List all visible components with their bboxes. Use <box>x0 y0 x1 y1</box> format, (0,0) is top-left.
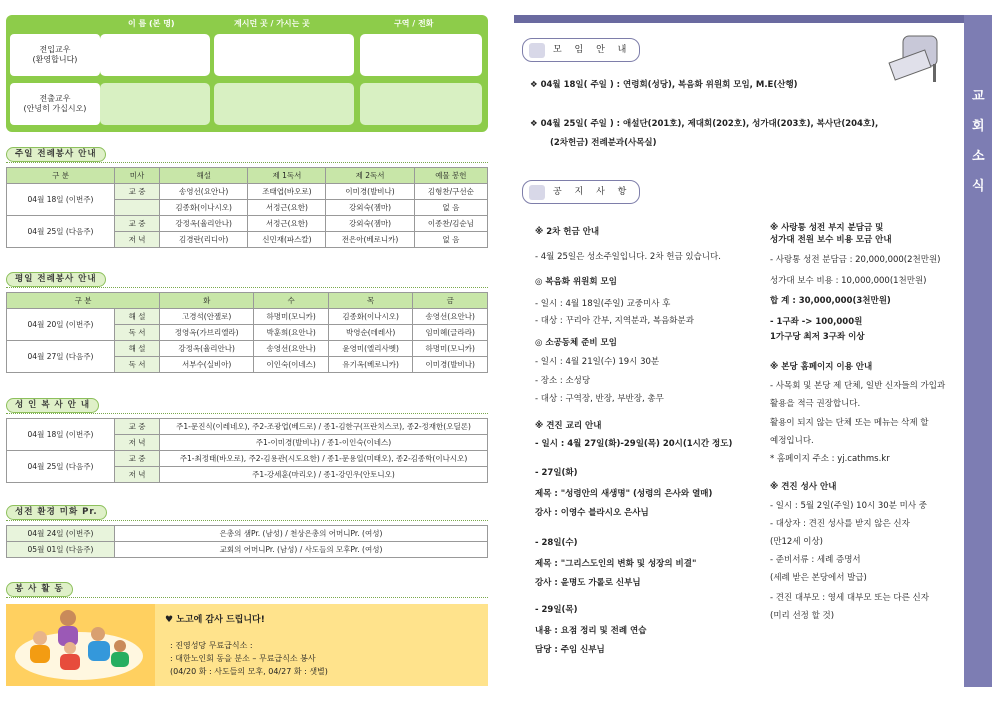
weekday-liturgy-table <box>6 292 488 373</box>
right-page <box>500 0 1000 705</box>
transfer-out-label: 전출교우 (안녕히 가십시오) <box>10 83 100 125</box>
notice-line: 제목 : "성령안의 새생명" (성령의 은사와 열매) <box>535 489 713 499</box>
notice-line: - 4월 25일은 성소주일입니다. 2차 헌금 있습니다. <box>535 252 721 262</box>
service-heading: ♥ 노고에 감사 드립니다! <box>165 615 265 625</box>
notice-line: - 일시 : 5월 2일(주일) 10시 30분 미사 중 <box>770 501 927 511</box>
notice-line: ◎ 복음화 위원회 모임 <box>535 277 617 287</box>
table-row: 저 녁 주1-이미경(발비나) / 종1-이인숙(이네스) <box>7 435 488 451</box>
table-row: 04월 24일 (이번주) 은총의 샘Pr. (남성) / 천상은총의 어머니Pr. (여성) <box>7 526 488 542</box>
notice-line: - 28일(수) <box>535 538 578 548</box>
beautification-title: 성전 환경 미화 Pr. <box>6 505 107 520</box>
notice-line: 1가구당 최저 3구좌 이상 <box>770 332 865 342</box>
notice-line: ※ 견진 교리 안내 <box>535 421 602 431</box>
service-line: (04/20 화 : 사도들의 모후, 04/27 화 : 샛별) <box>170 667 328 676</box>
notice-line: ◎ 소공동체 준비 모임 <box>535 338 617 348</box>
person-icon <box>529 185 545 200</box>
table-row: 독 서 정영옥(가브리엘라) 박훈희(요안나) 박영순(데레사) 임미혜(글라라) <box>7 325 488 341</box>
transfer-out-name[interactable] <box>100 83 210 125</box>
service-line: : 진영성당 무료급식소 : <box>170 641 253 650</box>
table-row: 04월 18일 (이번주) 교 중 주1-문진식(이레네오), 주2-조광업(베드로) / 종1-김한구(프란치스코), 종2-정재한(오딜론) <box>7 419 488 435</box>
divider <box>6 597 488 598</box>
transfer-in-name[interactable] <box>100 34 210 76</box>
notice-line: 강사 : 이영수 블라시오 은사님 <box>535 508 649 518</box>
service-title: 봉 사 활 동 <box>6 582 73 597</box>
service-line: : 대한노인회 동을 분소 – 무료급식소 봉사 <box>170 654 316 663</box>
altar-server-title: 성 인 복 사 안 내 <box>6 398 99 413</box>
notice-line: 활용이 되지 않는 단체 또는 메뉴는 삭제 할 <box>770 418 929 428</box>
notice-line: ※ 2차 헌금 안내 <box>535 227 600 237</box>
notice-line: ※ 견진 성사 안내 <box>770 482 837 492</box>
notice-line: - 장소 : 소성당 <box>535 376 591 386</box>
notice-line: 제목 : "그리스도인의 변화 및 성장의 비결" <box>535 559 697 569</box>
side-banner: 교 회 소 식 <box>964 15 992 687</box>
notice-line: - 일시 : 4월 27일(화)-29일(목) 20시(1시간 정도) <box>535 439 733 449</box>
table-row: 05월 01일 (다음주) 교회의 어머니Pr. (남성) / 사도들의 모후Pr. (여성) <box>7 542 488 558</box>
notice-line: (만12세 이상) <box>770 537 823 547</box>
mailbox-icon <box>885 30 955 85</box>
notice-line: (미리 선정 할 것) <box>770 611 835 621</box>
top-bar <box>514 15 964 23</box>
table-row: 김종화(이나시오) 서정근(요한) 강외숙(젬마) 없 음 <box>7 200 488 216</box>
transfer-in-label: 전입교우 (환영합니다) <box>10 34 100 76</box>
notice-line: - 대상자 : 견진 성사를 받지 않은 신자 <box>770 519 910 529</box>
notice-line: - 대상 : 구역장, 반장, 부반장, 총무 <box>535 394 664 404</box>
notice-line: 내용 : 요점 정리 및 전례 연습 <box>535 626 647 636</box>
notice-title-box: 공 지 사 항 <box>522 180 640 204</box>
notice-line: - 29일(목) <box>535 605 578 615</box>
table-row: 저 녁 김경란(리디아) 신민재(파스칼) 전은아(베로니카) 없 음 <box>7 232 488 248</box>
meeting-title-box: 모 임 안 내 <box>522 38 640 62</box>
table-row: 독 서 서부수(실비아) 이인숙(이네스) 유기옥(베로니카) 이미경(발비나) <box>7 357 488 373</box>
table-row: 04월 20일 (이번주) 해 설 고경석(안젤로) 하명미(모니카) 김종화(이나시오) 송영선(요안나) <box>7 309 488 325</box>
notice-line: - 27일(화) <box>535 468 578 478</box>
meeting-line: ❖ 04월 25일( 주일 ) : 애설단(201호), 제대회(202호), 성가대(203호), 복사단(204호), <box>530 119 879 129</box>
notice-line: ※ 사랑통 성전 부지 분담금 및 <box>770 223 884 233</box>
notice-line: - 1구좌 -> 100,000원 <box>770 317 863 327</box>
person-icon <box>529 43 545 58</box>
transfer-in-place[interactable] <box>214 34 354 76</box>
header-name: 이 름 (본 명) <box>128 19 175 28</box>
table-row: 저 녁 주1-강세훈(마리오) / 종1-강민우(안토니오) <box>7 467 488 483</box>
divider <box>6 520 488 521</box>
notice-line: * 홈페이지 주소 : yj.cathms.kr <box>770 454 890 464</box>
notice-line: 활용을 적극 권장합니다. <box>770 399 861 409</box>
table-row: 04월 25일 (다음주) 교 중 강정옥(율리안나) 서정근(요한) 강외숙(젬마) 이종찬/김순님 <box>7 216 488 232</box>
table-header-row: 구 분 화 수 목 금 <box>7 293 488 309</box>
notice-line: 담당 : 주임 신부님 <box>535 645 605 655</box>
weekday-liturgy-title: 평일 전례봉사 안내 <box>6 272 106 287</box>
notice-line: ※ 본당 홈페이지 이용 안내 <box>770 362 873 372</box>
notice-line: - 일시 : 4월 18일(주일) 교중미사 후 <box>535 299 671 309</box>
table-row: 04월 18일 (이번주) 교 중 송영선(요안나) 조태엽(바오로) 이미경(발비나) 김형찬/구선순 <box>7 184 488 200</box>
divider <box>6 287 488 288</box>
meeting-line: ❖ 04월 18일( 주일 ) : 연령회(성당), 복음화 위원회 모임, M.E(산행) <box>530 80 798 90</box>
notice-line: 성가대 보수 비용 : 10,000,000(1천만원) <box>770 276 927 286</box>
notice-line: - 대상 : 꾸리아 간부, 지역분과, 복음화분과 <box>535 316 694 326</box>
volunteers-illustration <box>8 604 150 682</box>
sunday-liturgy-table <box>6 167 488 248</box>
table-header-row: 구 분 미사 해설 제 1독서 제 2독서 예물 봉헌 <box>7 168 488 184</box>
table-row: 04월 25일 (다음주) 교 중 주1-최정태(바오로), 주2-김용관(시도요한) / 종1-문용일(미태오), 종2-김종학(이나시오) <box>7 451 488 467</box>
transfer-in-area[interactable] <box>360 34 482 76</box>
notice-line: - 준비서류 : 세례 증명서 <box>770 555 861 565</box>
divider <box>6 413 488 414</box>
meeting-line: (2차헌금) 전례분과(사목실) <box>550 138 657 148</box>
altar-server-table <box>6 418 488 483</box>
divider <box>6 162 488 163</box>
notice-line: 예정입니다. <box>770 436 814 446</box>
sunday-liturgy-title: 주일 전례봉사 안내 <box>6 147 106 162</box>
notice-line: 합 계 : 30,000,000(3천만원) <box>770 296 891 306</box>
notice-line: (세례 받은 본당에서 발급) <box>770 573 867 583</box>
beautification-table <box>6 525 488 558</box>
notice-line: 성가대 전원 보수 비용 모금 안내 <box>770 235 892 245</box>
notice-line: 강사 : 윤명도 가롤로 신부님 <box>535 578 641 588</box>
transfer-out-area[interactable] <box>360 83 482 125</box>
header-place: 계시던 곳 / 가시는 곳 <box>234 19 310 28</box>
table-row: 04월 27일 (다음주) 해 설 강정옥(율리안나) 송영선(요안나) 윤영미(엘리사벳) 하명미(모니카) <box>7 341 488 357</box>
notice-line: - 일시 : 4월 21일(수) 19시 30분 <box>535 357 660 367</box>
notice-line: - 사목회 및 본당 제 단체, 일반 신자들의 가입과 <box>770 381 946 391</box>
transfer-box <box>6 15 488 132</box>
notice-line: - 사랑통 성전 분담금 : 20,000,000(2천만원) <box>770 255 941 265</box>
header-area: 구역 / 전화 <box>394 19 434 28</box>
transfer-out-place[interactable] <box>214 83 354 125</box>
notice-line: - 견진 대부모 : 영세 대부모 또는 다른 신자 <box>770 593 929 603</box>
